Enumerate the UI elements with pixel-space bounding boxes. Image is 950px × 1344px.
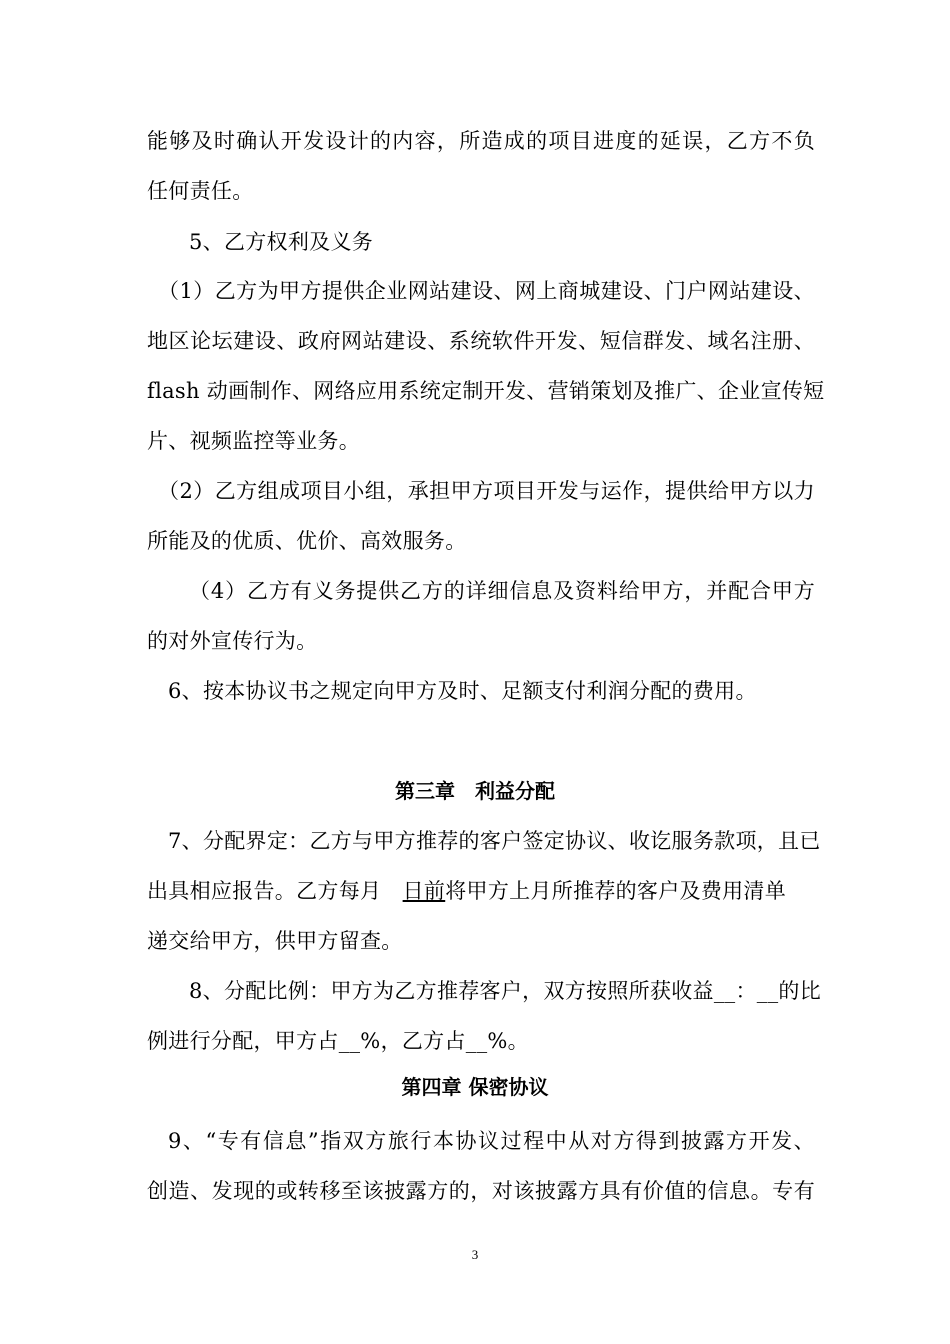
item-8-line-2 xyxy=(147,1027,529,1055)
item-1-line-3: flash 动画制作、网络应用系统定制开发、营销策划及推广、企业宣传短 xyxy=(147,379,825,403)
item-2-line-1: （2）乙方组成项目小组，承担甲方项目开发与运作，提供给甲方以力 xyxy=(158,479,815,503)
party-a-percent-blank: __% xyxy=(338,1029,381,1053)
item-7-line-2-part-b: 将甲方上月所推荐的客户及费用清单 xyxy=(445,879,787,903)
item-1-line-1: （1）乙方为甲方提供企业网站建设、网上商城建设、门户网站建设、 xyxy=(158,279,815,303)
chapter-4-title: 第四章 保密协议 xyxy=(401,1075,549,1099)
item-9-line-1: 9、“专有信息”指双方旅行本协议过程中从对方得到披露方开发、 xyxy=(168,1129,815,1153)
ratio-colon: ： xyxy=(735,979,757,1003)
item-8-line-1 xyxy=(189,977,821,1005)
ratio-blank-2: __ xyxy=(756,979,779,1003)
chapter-3-title: 第三章 利益分配 xyxy=(395,779,555,803)
item-7-line-2-part-a: 出具相应报告。乙方每月 xyxy=(147,879,403,903)
item-7-line-2 xyxy=(147,877,786,905)
section-5-heading: 5、乙方权利及义务 xyxy=(189,230,374,254)
item-8-text-a: 8、分配比例：甲方为乙方推荐客户，双方按照所获收益 xyxy=(189,979,714,1003)
ratio-blank-1: __ xyxy=(713,979,736,1003)
item-8-text-c: 的比 xyxy=(778,979,821,1003)
item-8-text-d: 例进行分配，甲方占 xyxy=(147,1029,339,1053)
text-line-2: 任何责任。 xyxy=(147,179,254,203)
item-4-line-1: （4）乙方有义务提供乙方的详细信息及资料给甲方，并配合甲方 xyxy=(189,579,815,603)
item-2-line-2: 所能及的优质、优价、高效服务。 xyxy=(147,529,467,553)
item-8-text-e: ，乙方占 xyxy=(380,1029,466,1053)
item-7-line-1: 7、分配界定：乙方与甲方推荐的客户签定协议、收讫服务款项，且已 xyxy=(168,829,821,853)
text-line-1: 能够及时确认开发设计的内容，所造成的项目进度的延误，乙方不负 xyxy=(147,129,815,153)
party-b-percent-blank: __% xyxy=(465,1029,508,1053)
item-7-line-3: 递交给甲方，供甲方留查。 xyxy=(147,929,403,953)
item-1-line-4: 片、视频监控等业务。 xyxy=(147,429,360,453)
item-8-text-f: 。 xyxy=(507,1029,529,1053)
page-number: 3 xyxy=(471,1247,479,1262)
item-1-line-2: 地区论坛建设、政府网站建设、系统软件开发、短信群发、域名注册、 xyxy=(147,329,815,353)
item-9-line-2: 创造、发现的或转移至该披露方的，对该披露方具有价值的信息。专有 xyxy=(147,1179,815,1203)
item-7-underlined-date: 日前 xyxy=(402,879,446,903)
item-6-line: 6、按本协议书之规定向甲方及时、足额支付利润分配的费用。 xyxy=(168,679,757,703)
item-4-line-2: 的对外宣传行为。 xyxy=(147,629,318,653)
